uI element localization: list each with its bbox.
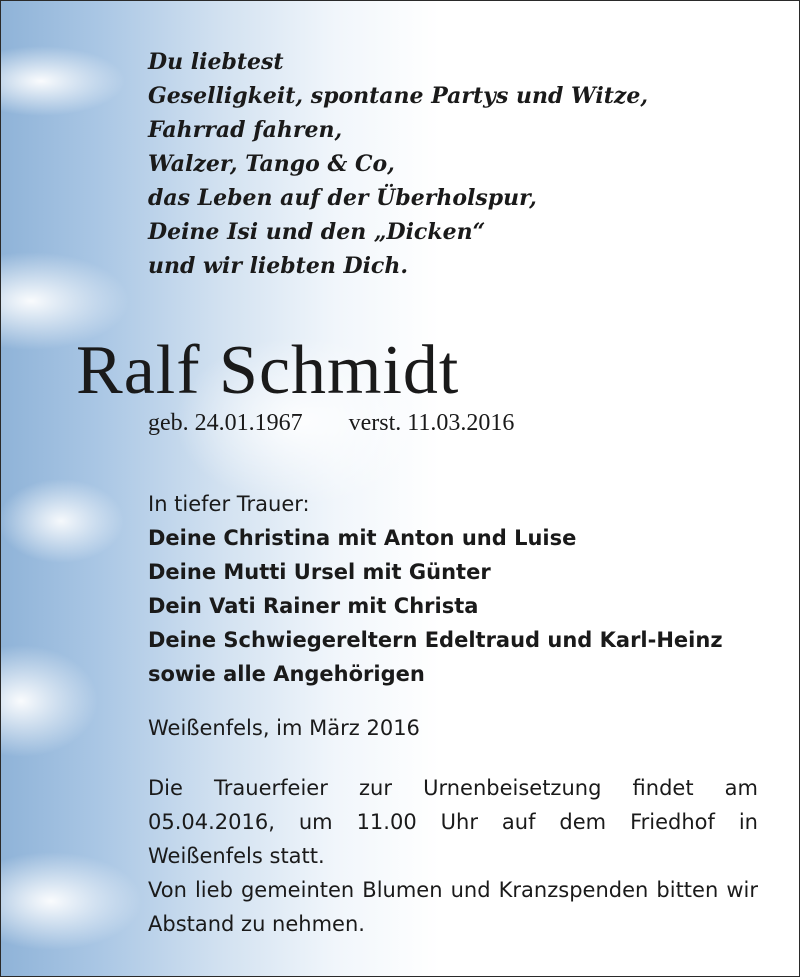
- flowers-request: Von lieb gemeinten Blumen und Kranzspenden bitten wir Abstand zu nehmen.: [148, 878, 758, 936]
- verse-line: Deine Isi und den „Dicken“: [148, 219, 486, 245]
- verse-line: Walzer, Tango & Co,: [148, 151, 395, 177]
- birth-date: geb. 24.01.1967: [148, 410, 303, 436]
- verse-line: Du liebtest: [148, 49, 284, 75]
- verse-line: und wir liebten Dich.: [148, 253, 408, 279]
- mourner-line: Dein Vati Rainer mit Christa: [148, 594, 479, 618]
- verse-line: Fahrrad fahren,: [148, 117, 343, 143]
- mourner-line: Deine Mutti Ursel mit Günter: [148, 560, 491, 584]
- mourner-line: sowie alle Angehörigen: [148, 662, 425, 686]
- death-date: verst. 11.03.2016: [348, 410, 515, 436]
- verse-line: Geselligkeit, spontane Partys und Witze,: [148, 83, 649, 109]
- life-dates: [148, 407, 514, 439]
- funeral-notice: [148, 771, 758, 941]
- verse-line: das Leben auf der Überholspur,: [148, 185, 537, 211]
- place-and-date: Weißenfels, im März 2016: [148, 716, 420, 740]
- deceased-name: Ralf Schmidt: [76, 332, 460, 409]
- mourner-line: Deine Christina mit Anton und Luise: [148, 526, 577, 550]
- mourners-list: [148, 521, 723, 691]
- memorial-verse: [148, 45, 648, 283]
- ceremony-info: Die Trauerfeier zur Urnenbeisetzung findet am 05.04.2016, um 11.00 Uhr auf dem Friedhof in Weißenfels statt.: [148, 776, 758, 868]
- mourner-line: Deine Schwiegereltern Edeltraud und Karl-Heinz: [148, 628, 723, 652]
- mourning-intro: In tiefer Trauer:: [148, 492, 310, 516]
